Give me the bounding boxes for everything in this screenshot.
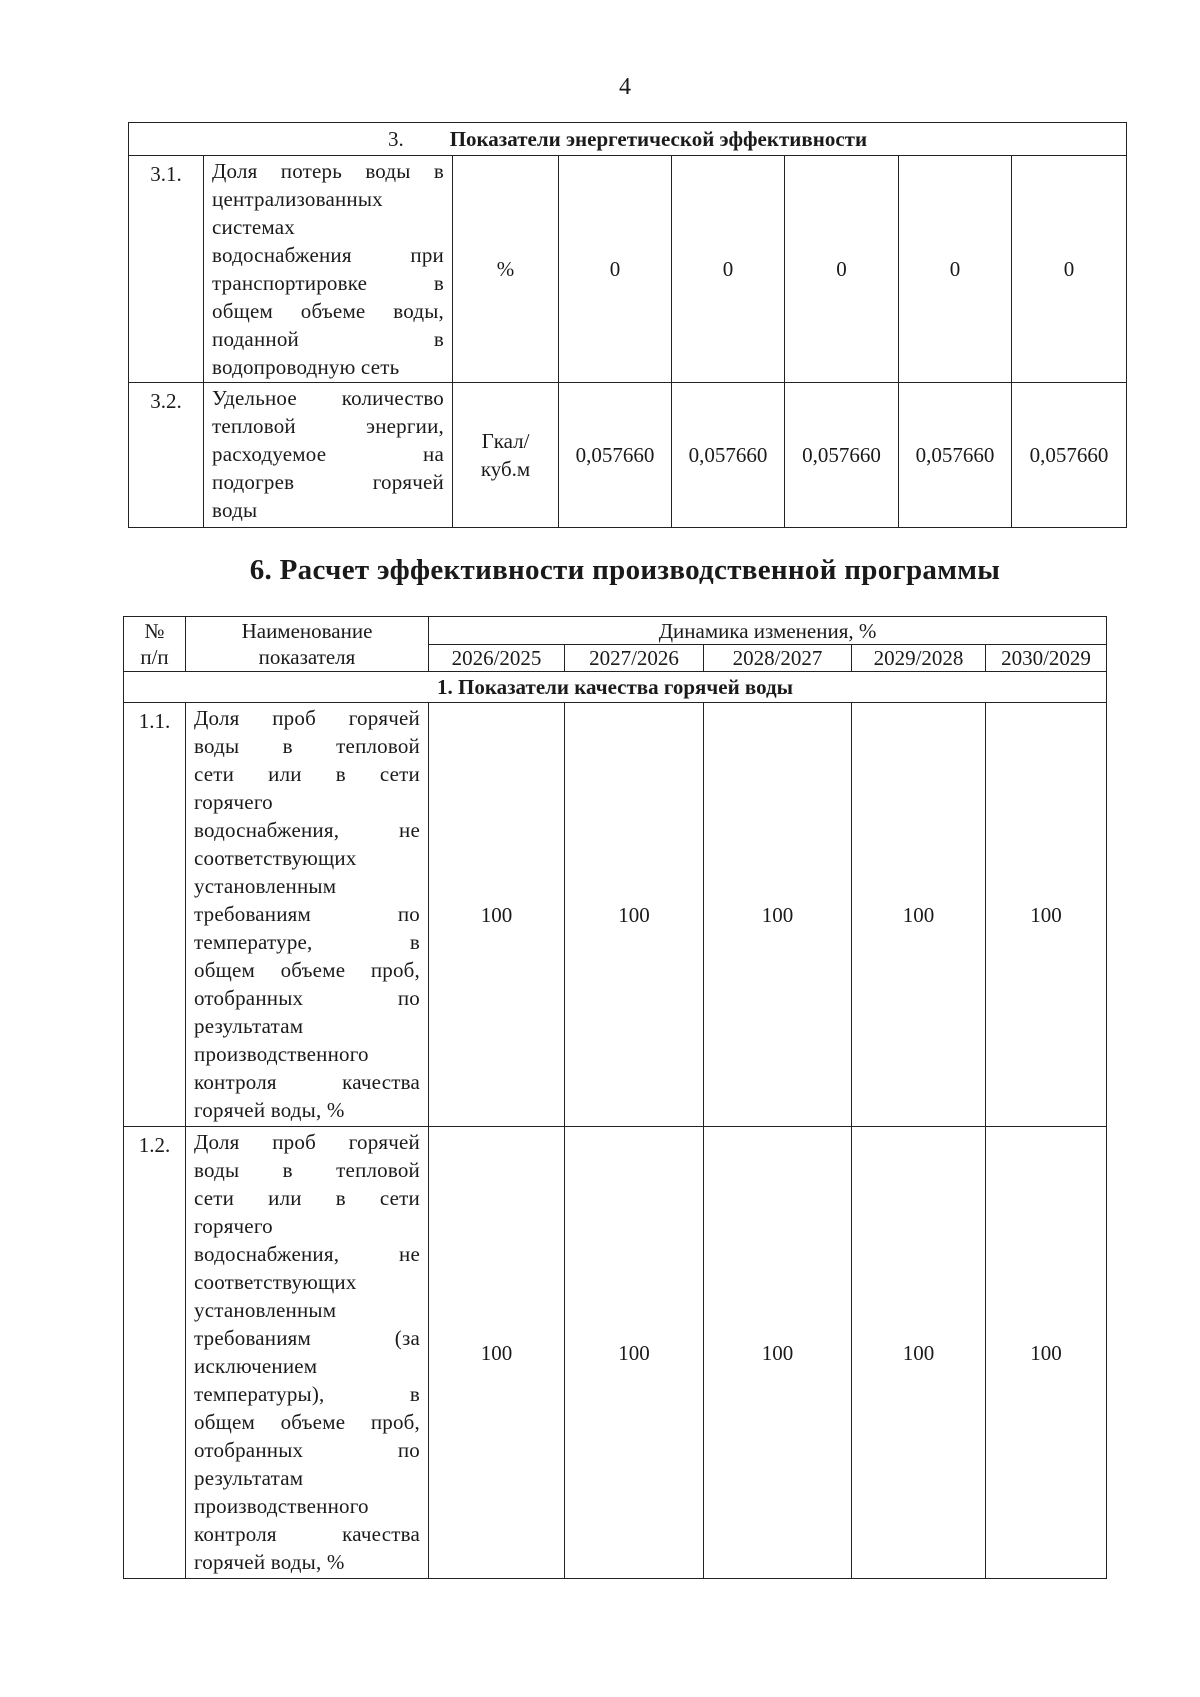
indicator-name: [204, 156, 453, 383]
value-cell: 0,057660: [559, 383, 672, 528]
header-name: [186, 617, 429, 672]
row-number: 1.1.: [124, 703, 186, 1127]
indicator-name-line: горячей воды, %: [194, 1550, 345, 1574]
indicator-name-line: Удельное количество: [212, 386, 444, 410]
indicator-name-line: результатам: [194, 1466, 304, 1490]
unit-cell: [453, 156, 559, 383]
energy-section-heading: [129, 123, 1127, 156]
indicator-name-line: производственного: [194, 1042, 369, 1066]
header-dynamics: Динамика изменения, %: [429, 617, 1107, 645]
energy-section-number: 3.: [387, 127, 404, 151]
value-cell: 100: [429, 1127, 565, 1579]
indicator-name-line: системах: [212, 215, 295, 239]
value-cell: 100: [986, 1127, 1107, 1579]
quality-section-heading-row: [124, 672, 1107, 703]
row-number: 3.1.: [129, 156, 204, 383]
indicator-name-line: горячего: [194, 790, 273, 814]
indicator-name-line: отобранных по: [194, 1438, 420, 1462]
indicator-name-line: результатам: [194, 1014, 304, 1038]
indicator-name-line: контроля качества: [194, 1070, 420, 1094]
indicator-name-line: сети или в сети: [194, 1186, 420, 1210]
indicator-name-line: воды в тепловой: [194, 1158, 420, 1182]
value-cell: 0,057660: [785, 383, 899, 528]
indicator-name-line: воды в тепловой: [194, 734, 420, 758]
value-cell: 100: [565, 1127, 704, 1579]
indicator-name-line: Доля проб горячей: [194, 706, 420, 730]
indicator-name-line: транспортировке в: [212, 271, 444, 295]
unit-line: %: [496, 257, 515, 281]
indicator-name-line: горячего: [194, 1214, 273, 1238]
section-6-title: 6. Расчет эффективности производственной программы: [249, 554, 1001, 586]
indicator-name-line: соответствующих: [194, 846, 357, 870]
indicator-name-line: установленным: [194, 1298, 337, 1322]
indicator-name-line: водопроводную сеть: [212, 355, 400, 379]
indicator-name-line: водоснабжения, не: [194, 818, 420, 842]
header-period: 2027/2026: [565, 645, 704, 672]
header-name-line: показателя: [258, 645, 356, 669]
value-cell: 0: [899, 156, 1012, 383]
indicator-name-line: тепловой энергии,: [212, 414, 444, 438]
table-row: [129, 156, 1127, 383]
quality-section-heading: 1. Показатели качества горячей воды: [124, 672, 1107, 703]
value-cell: 0: [559, 156, 672, 383]
indicator-name-line: общем объеме воды,: [212, 299, 444, 323]
energy-section-heading-row: [129, 123, 1127, 156]
indicator-name-line: требованиям (за: [194, 1326, 420, 1350]
header-period: 2026/2025: [429, 645, 565, 672]
table-header-row: [124, 617, 1107, 645]
indicator-name-line: Доля потерь воды в: [212, 159, 444, 183]
program-efficiency-table: [123, 616, 1107, 1579]
value-cell: 0: [672, 156, 785, 383]
table-row: [124, 703, 1107, 1127]
header-name-line: Наименование: [241, 619, 373, 643]
indicator-name-line: соответствующих: [194, 1270, 357, 1294]
value-cell: 100: [565, 703, 704, 1127]
header-number: [124, 617, 186, 672]
row-number: 1.2.: [124, 1127, 186, 1579]
table-row: [129, 383, 1127, 528]
indicator-name-line: температуры), в: [194, 1382, 420, 1406]
indicator-name-line: водоснабжения при: [212, 243, 444, 267]
indicator-name-line: контроля качества: [194, 1522, 420, 1546]
indicator-name: [204, 383, 453, 528]
indicator-name-line: сети или в сети: [194, 762, 420, 786]
value-cell: 100: [704, 703, 852, 1127]
indicator-name-line: требованиям по: [194, 902, 420, 926]
indicator-name-line: поданной в: [212, 327, 444, 351]
header-number-line: п/п: [140, 645, 169, 669]
header-period: 2029/2028: [852, 645, 986, 672]
indicator-name-line: Доля проб горячей: [194, 1130, 420, 1154]
page-number: 4: [619, 74, 631, 100]
indicator-name-line: горячей воды, %: [194, 1098, 345, 1122]
indicator-name-line: расходуемое на: [212, 442, 444, 466]
indicator-name-line: производственного: [194, 1494, 369, 1518]
energy-section-title: Показатели энергетической эффективности: [449, 127, 868, 151]
value-cell: 0: [1012, 156, 1127, 383]
indicator-name-line: общем объеме проб,: [194, 958, 420, 982]
indicator-name-line: водоснабжения, не: [194, 1242, 420, 1266]
value-cell: 0,057660: [1012, 383, 1127, 528]
header-period: 2028/2027: [704, 645, 852, 672]
value-cell: 100: [852, 1127, 986, 1579]
header-period: 2030/2029: [986, 645, 1107, 672]
unit-line: куб.м: [480, 457, 531, 481]
unit-line: Гкал/: [481, 429, 530, 453]
indicator-name-line: общем объеме проб,: [194, 1410, 420, 1434]
indicator-name-line: установленным: [194, 874, 337, 898]
indicator-name: [186, 703, 429, 1127]
indicator-name-line: подогрев горячей: [212, 470, 444, 494]
table-row: [124, 1127, 1107, 1579]
indicator-name: [186, 1127, 429, 1579]
unit-cell: [453, 383, 559, 528]
indicator-name-line: воды: [212, 498, 258, 522]
energy-efficiency-table: [128, 122, 1127, 528]
value-cell: 100: [986, 703, 1107, 1127]
value-cell: 0: [785, 156, 899, 383]
value-cell: 100: [429, 703, 565, 1127]
value-cell: 100: [852, 703, 986, 1127]
value-cell: 100: [704, 1127, 852, 1579]
indicator-name-line: централизованных: [212, 187, 383, 211]
header-number-line: №: [144, 619, 165, 643]
value-cell: 0,057660: [672, 383, 785, 528]
indicator-name-line: температуре, в: [194, 930, 420, 954]
value-cell: 0,057660: [899, 383, 1012, 528]
indicator-name-line: исключением: [194, 1354, 318, 1378]
row-number: 3.2.: [129, 383, 204, 528]
indicator-name-line: отобранных по: [194, 986, 420, 1010]
